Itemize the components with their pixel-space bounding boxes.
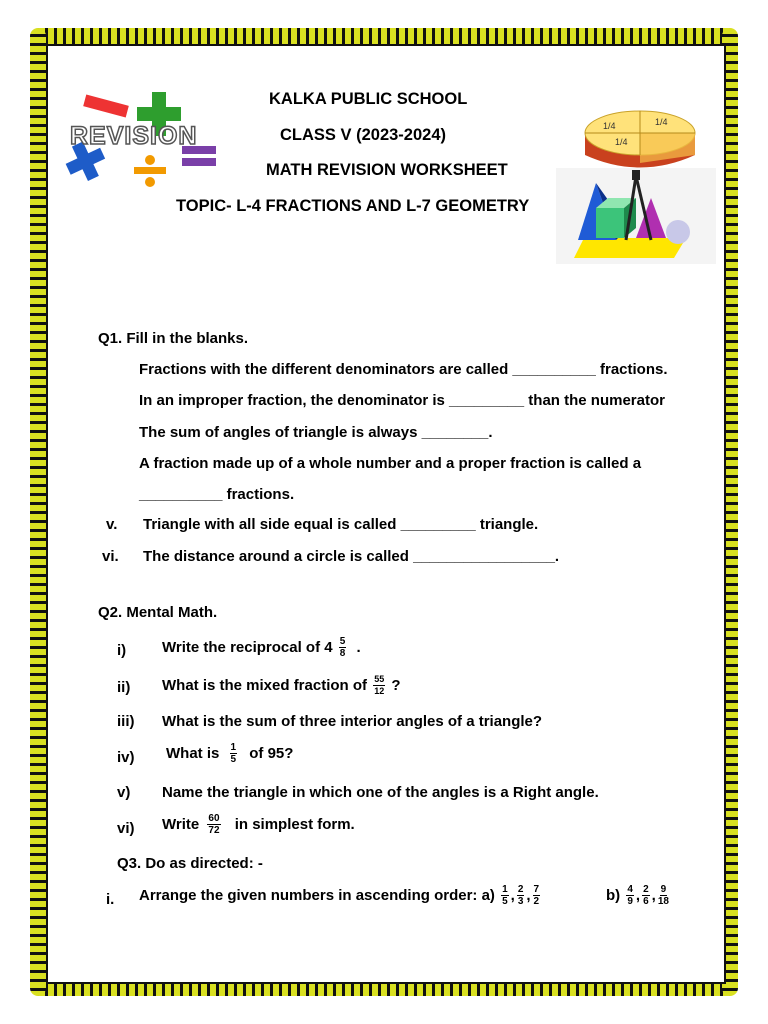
cake-label: 1/4: [655, 117, 668, 127]
cake-fraction-image: [575, 85, 705, 175]
q1-line: __________ fractions.: [139, 486, 295, 503]
fraction: $\frac{1}{5}$: [502, 884, 508, 907]
class-label: CLASS V (2023-2024): [280, 126, 446, 144]
q3-i-question: Arrange the given numbers in ascending order: a) $\frac{1}{5}$ , $\frac{2}{3}$ , $\frac{7}{2}$: [139, 884, 540, 907]
q2-iv-question: What is $\frac{1}{5}$ of 95?: [166, 742, 294, 765]
q2-iii-label: iii): [117, 713, 135, 730]
q2-i-label: i): [117, 642, 127, 659]
q3-b-label: b): [606, 887, 621, 904]
q1-line: Fractions with the different denominators are called __________ fractions.: [139, 361, 668, 378]
fraction: $\frac{5}{8}$: [339, 636, 346, 659]
cake-label: 1/4: [603, 121, 616, 131]
q3-b-part: b) $\frac{4}{9}$ , $\frac{2}{6}$ , $\frac{9}{18}$: [606, 884, 669, 907]
q2-iv-text: What is: [166, 745, 220, 762]
revision-logo-text: REVISION: [70, 122, 198, 150]
q1-vi-text: The distance around a circle is called _________________.: [143, 548, 560, 565]
q2-vi-text: Write: [162, 816, 200, 833]
q3-title: Q3. Do as directed: -: [117, 855, 263, 872]
q2-ii-question: What is the mixed fraction of $\frac{55}{12}$ ?: [162, 674, 401, 696]
q1-title: Q1. Fill in the blanks.: [98, 330, 249, 347]
q2-ii-label: ii): [117, 679, 131, 696]
topic-line: TOPIC- L-4 FRACTIONS AND L-7 GEOMETRY: [176, 197, 530, 215]
q1-line: In an improper fraction, the denominator is _________ than the numerator: [139, 392, 665, 409]
fraction: $\frac{1}{5}$: [230, 742, 237, 765]
minus-symbol: [83, 95, 129, 118]
plus-symbol-h: [137, 107, 181, 121]
geometry-shapes-image: [556, 168, 716, 264]
school-name: KALKA PUBLIC SCHOOL: [269, 90, 468, 108]
page-border-left: [30, 28, 46, 996]
q2-i-text: Write the reciprocal of 4: [162, 639, 333, 656]
fraction: $\frac{60}{72}$: [208, 813, 220, 836]
q1-line: The sum of angles of triangle is always ________.: [139, 424, 493, 441]
q3-i-label: i.: [106, 891, 115, 908]
fraction: $\frac{9}{18}$: [657, 884, 669, 907]
fraction: $\frac{4}{9}$: [627, 884, 633, 907]
q1-line: A fraction made up of a whole number and a proper fraction is called a: [139, 455, 642, 472]
q2-iv-label: iv): [117, 749, 135, 766]
q3-i-text: Arrange the given numbers in ascending order: a): [139, 887, 495, 904]
q2-title: Q2. Mental Math.: [98, 604, 218, 621]
q2-v-text: Name the triangle in which one of the angles is a Right angle.: [162, 784, 599, 801]
q2-vi-label: vi): [117, 820, 135, 837]
q2-v-label: v): [117, 784, 131, 801]
q2-iii-text: What is the sum of three interior angles of a triangle?: [162, 713, 543, 730]
fraction: $\frac{2}{3}$: [517, 884, 524, 907]
q2-ii-text: What is the mixed fraction of: [162, 677, 368, 694]
q1-v-text: Triangle with all side equal is called _________ triangle.: [143, 516, 539, 533]
q2-vi-question: Write $\frac{60}{72}$ in simplest form.: [162, 813, 355, 836]
q2-i-question: Write the reciprocal of 4 $\frac{5}{8}$ .: [162, 636, 361, 659]
fraction: $\frac{2}{6}$: [643, 884, 649, 907]
cake-label: 1/4: [615, 137, 628, 147]
fraction: $\frac{55}{12}$: [374, 674, 385, 696]
q1-vi-label: vi.: [102, 548, 119, 565]
fraction: $\frac{7}{2}$: [533, 884, 540, 907]
q1-v-label: v.: [106, 516, 118, 533]
worksheet-title: MATH REVISION WORKSHEET: [266, 161, 508, 179]
